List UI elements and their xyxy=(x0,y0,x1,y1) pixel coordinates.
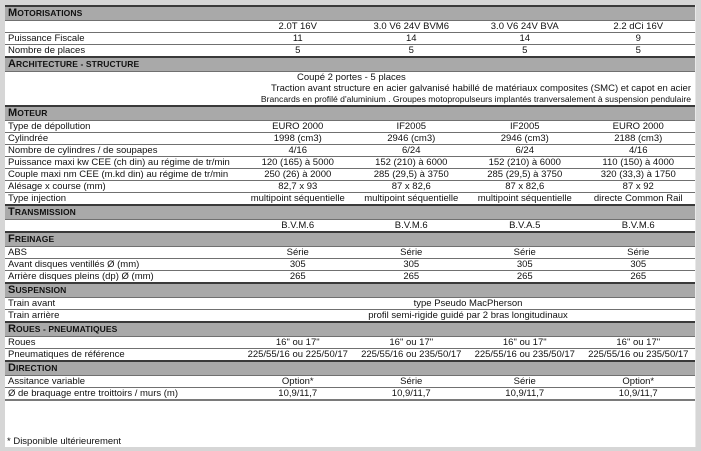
cell: 320 (33,3) à 1750 xyxy=(582,169,696,181)
row-label: Couple maxi nm CEE (m.kd din) au régime de tr/min xyxy=(5,169,241,181)
row-label: Cylindrée xyxy=(5,133,241,145)
cell: 87 x 82,6 xyxy=(468,181,582,193)
section-title: REINAGE xyxy=(14,234,55,244)
table-row xyxy=(5,33,695,45)
architecture-line xyxy=(5,94,695,106)
section-title: M xyxy=(8,107,18,119)
table-row xyxy=(5,310,695,323)
column-header: 2.0T 16V xyxy=(241,21,355,33)
section-title: RCHITECTURE - STRUCTURE xyxy=(16,59,140,69)
cell: 1998 (cm3) xyxy=(241,133,355,145)
cell: 305 xyxy=(355,259,469,271)
cell: IF2005 xyxy=(468,121,582,133)
row-label: Train avant xyxy=(5,298,241,310)
cell: 110 (150) à 4000 xyxy=(582,157,696,169)
column-header: 2.2 dCi 16V xyxy=(582,21,696,33)
row-label: Nombre de cylindres / de soupapes xyxy=(5,145,241,157)
section-title: R xyxy=(8,323,17,335)
cell: Option* xyxy=(241,376,355,388)
cell: 2188 (cm3) xyxy=(582,133,696,145)
cell: 10,9/11,7 xyxy=(468,388,582,401)
cell: 5 xyxy=(468,45,582,58)
section-title: OUES - PNEUMATIQUES xyxy=(16,324,118,334)
cell: Série xyxy=(582,247,696,259)
section-header-direction xyxy=(5,361,695,376)
architecture-line xyxy=(5,83,695,94)
row-label: Puissance maxi kw CEE (ch din) au régime de tr/min xyxy=(5,157,241,169)
section-header-roues xyxy=(5,322,695,337)
cell: multipoint séquentielle xyxy=(468,193,582,206)
cell: multipoint séquentielle xyxy=(241,193,355,206)
section-title: F xyxy=(8,233,15,245)
table-row xyxy=(5,247,695,259)
cell: 305 xyxy=(468,259,582,271)
cell: 10,9/11,7 xyxy=(241,388,355,401)
section-title: USPENSION xyxy=(15,285,67,295)
table-row xyxy=(5,145,695,157)
row-label: Arrière disques pleins (dp) Ø (mm) xyxy=(5,271,241,284)
row-label: Roues xyxy=(5,337,241,349)
row-label: Train arrière xyxy=(5,310,241,323)
footnote: * Disponible ultérieurement xyxy=(7,436,122,447)
cell: B.V.M.6 xyxy=(582,220,696,233)
cell: 2946 (cm3) xyxy=(355,133,469,145)
cell: 120 (165) à 5000 xyxy=(241,157,355,169)
section-title: A xyxy=(8,58,17,70)
row-label: Type de dépollution xyxy=(5,121,241,133)
cell: 265 xyxy=(355,271,469,284)
table-row xyxy=(5,271,695,284)
section-header-freinage xyxy=(5,232,695,247)
row-label: Alésage x course (mm) xyxy=(5,181,241,193)
table-row xyxy=(5,298,695,310)
table-row xyxy=(5,181,695,193)
cell: EURO 2000 xyxy=(241,121,355,133)
spec-table xyxy=(5,5,695,401)
section-title: S xyxy=(8,284,16,296)
cell: 152 (210) à 6000 xyxy=(468,157,582,169)
table-row xyxy=(5,259,695,271)
cell: 6/24 xyxy=(468,145,582,157)
cell: 16" ou 17" xyxy=(241,337,355,349)
section-title: M xyxy=(8,7,18,19)
cell: Série xyxy=(241,247,355,259)
cell: IF2005 xyxy=(355,121,469,133)
section-header-motorisations xyxy=(5,6,695,21)
table-row xyxy=(5,133,695,145)
architecture-text: Brancards en profilé d'aluminium . Groupes motopropulseurs implantés tranversalement à suspension pendulaire xyxy=(5,94,695,106)
cell: type Pseudo MacPherson xyxy=(241,298,695,310)
table-row xyxy=(5,349,695,362)
cell: 6/24 xyxy=(355,145,469,157)
cell: 9 xyxy=(582,33,696,45)
architecture-text: Traction avant structure en acier galvanisé habillé de matériaux composites (SMC) et capot en acier xyxy=(271,83,691,94)
cell: multipoint séquentielle xyxy=(355,193,469,206)
section-header-architecture xyxy=(5,57,695,72)
cell: 14 xyxy=(355,33,469,45)
cell: 265 xyxy=(582,271,696,284)
cell: 87 x 82,6 xyxy=(355,181,469,193)
section-title: T xyxy=(8,206,15,218)
row-label: Puissance Fiscale xyxy=(5,33,241,45)
cell: 87 x 92 xyxy=(582,181,696,193)
cell: 82,7 x 93 xyxy=(241,181,355,193)
column-header-row xyxy=(5,21,695,33)
cell: Série xyxy=(355,376,469,388)
cell: 4/16 xyxy=(241,145,355,157)
row-label: Avant disques ventillés Ø (mm) xyxy=(5,259,241,271)
cell: 5 xyxy=(582,45,696,58)
table-row xyxy=(5,157,695,169)
cell: Option* xyxy=(582,376,696,388)
cell: Série xyxy=(468,247,582,259)
cell: 5 xyxy=(355,45,469,58)
section-header-transmission xyxy=(5,205,695,220)
cell: 10,9/11,7 xyxy=(355,388,469,401)
section-title: OTORISATIONS xyxy=(17,8,83,18)
cell: 2946 (cm3) xyxy=(468,133,582,145)
cell: Série xyxy=(355,247,469,259)
cell: B.V.M.6 xyxy=(241,220,355,233)
cell: 265 xyxy=(241,271,355,284)
cell: 265 xyxy=(468,271,582,284)
spec-sheet xyxy=(5,5,696,447)
cell: profil semi-rigide guidé par 2 bras longitudinaux xyxy=(241,310,695,323)
cell: 285 (29,5) à 3750 xyxy=(355,169,469,181)
cell: 11 xyxy=(241,33,355,45)
section-title: D xyxy=(8,362,17,374)
cell: 16" ou 17" xyxy=(468,337,582,349)
row-label: Type injection xyxy=(5,193,241,206)
cell: 152 (210) à 6000 xyxy=(355,157,469,169)
architecture-line xyxy=(5,72,695,84)
section-title: IRECTION xyxy=(16,363,58,373)
column-header: 3.0 V6 24V BVM6 xyxy=(355,21,469,33)
table-row xyxy=(5,376,695,388)
cell: 225/55/16 ou 235/50/17 xyxy=(468,349,582,362)
section-title: OTEUR xyxy=(17,108,48,118)
cell: 305 xyxy=(582,259,696,271)
cell: EURO 2000 xyxy=(582,121,696,133)
section-header-suspension xyxy=(5,283,695,298)
cell: 16" ou 17" xyxy=(355,337,469,349)
cell: 4/16 xyxy=(582,145,696,157)
row-label: Assitance variable xyxy=(5,376,241,388)
table-row xyxy=(5,193,695,206)
cell: 225/55/16 ou 235/50/17 xyxy=(355,349,469,362)
section-header-moteur xyxy=(5,106,695,121)
cell: directe Common Rail xyxy=(582,193,696,206)
cell: 225/55/16 ou 235/50/17 xyxy=(582,349,696,362)
cell: 225/55/16 ou 225/50/17 xyxy=(241,349,355,362)
cell: Série xyxy=(468,376,582,388)
table-row xyxy=(5,45,695,58)
table-row xyxy=(5,121,695,133)
table-row xyxy=(5,337,695,349)
cell: 5 xyxy=(241,45,355,58)
column-header: 3.0 V6 24V BVA xyxy=(468,21,582,33)
row-label: Ø de braquage entre troittoirs / murs (m) xyxy=(5,388,241,401)
cell: 305 xyxy=(241,259,355,271)
table-row xyxy=(5,169,695,181)
row-label: ABS xyxy=(5,247,241,259)
cell: B.V.M.6 xyxy=(355,220,469,233)
table-row xyxy=(5,388,695,401)
row-label: Nombre de places xyxy=(5,45,241,58)
cell: 10,9/11,7 xyxy=(582,388,696,401)
cell: 250 (26) à 2000 xyxy=(241,169,355,181)
cell: 16" ou 17" xyxy=(582,337,696,349)
cell: B.V.A.5 xyxy=(468,220,582,233)
row-label: Pneumatiques de référence xyxy=(5,349,241,362)
table-row xyxy=(5,220,695,233)
cell: 285 (29,5) à 3750 xyxy=(468,169,582,181)
architecture-text: Coupé 2 portes - 5 places xyxy=(297,72,406,83)
cell: 14 xyxy=(468,33,582,45)
section-title: RANSMISSION xyxy=(14,207,76,217)
